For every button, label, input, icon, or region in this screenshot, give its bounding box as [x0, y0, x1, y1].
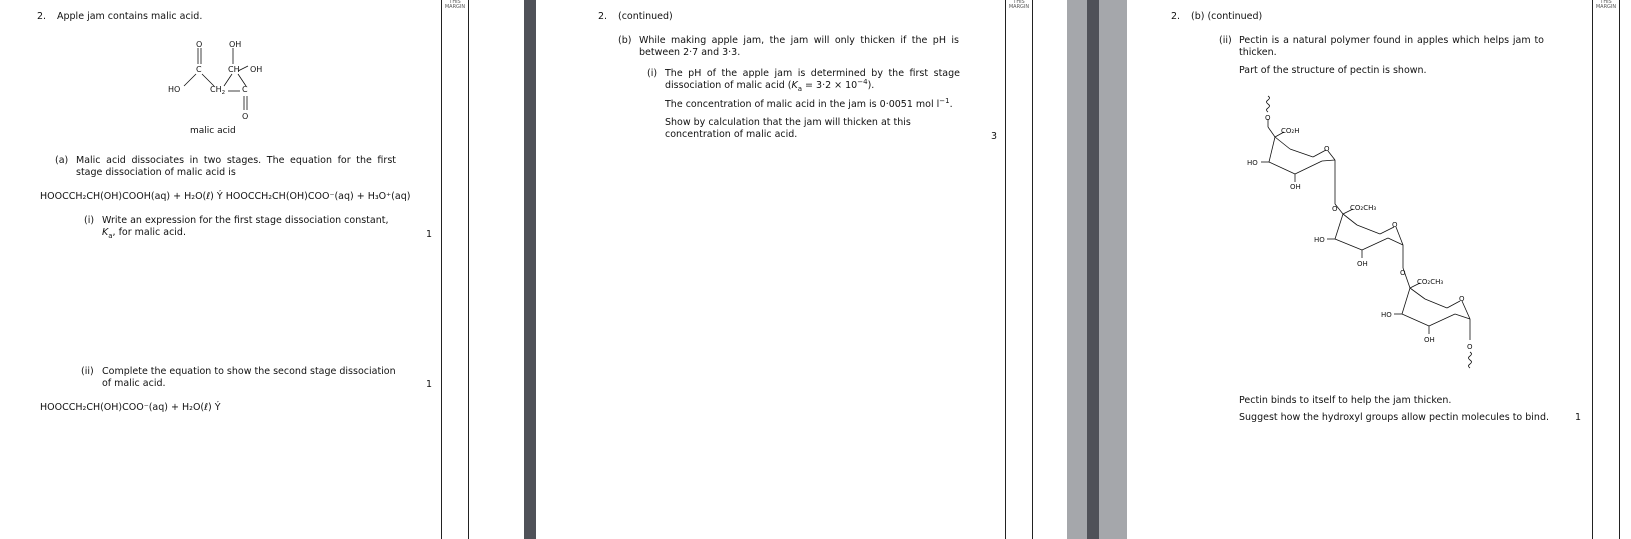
part-a-text: Malic acid dissociates in two stages. The equation for the first stage dissociation of malic acid is [76, 155, 396, 178]
structure-atom-c: C [242, 85, 248, 94]
question-text: Apple jam contains malic acid. [57, 11, 203, 22]
atom-o: O [1392, 221, 1398, 229]
question-number: 2. [598, 11, 608, 22]
dissociation-equation-2: HOOCCH₂CH(OH)COO⁻(aq) + H₂O(ℓ) Ý [40, 402, 221, 413]
structure-atom-oh: OH [250, 65, 263, 74]
structure-atom-oh: OH [229, 40, 242, 49]
suggest-mark: 1 [1575, 412, 1582, 423]
atom-o: O [1467, 343, 1473, 351]
part-ii-label: (ii) [1219, 35, 1232, 46]
atom-co2h: CO₂H [1281, 127, 1300, 135]
concentration-text: The concentration of malic acid in the jam is 0·0051 mol $l^{-1}$. [665, 96, 953, 110]
part-i-label: (i) [647, 68, 658, 79]
atom-ho: HO [1381, 311, 1392, 319]
part-i-label: (i) [84, 215, 95, 226]
page-divider [1087, 0, 1099, 539]
page-divider [1099, 0, 1127, 539]
atom-o: O [1265, 114, 1271, 122]
atom-o: O [1400, 269, 1406, 277]
part-b-text: While making apple jam, the jam will only thicken if the pH is between 2·7 and 3·3. [639, 35, 959, 58]
pectin-structure [1247, 90, 1497, 390]
page-divider [1067, 0, 1087, 539]
atom-ho: HO [1314, 236, 1325, 244]
margin-label: THIS MARGIN [1595, 0, 1617, 10]
margin-column [1005, 0, 1033, 539]
part-ii-text: Pectin is a natural polymer found in apples which helps jam to thicken. [1239, 35, 1544, 58]
part-i-text: The pH of the apple jam is determined by the first stage dissociation of malic acid $(K_a = 3\cdot 2 \times 10^{-4})$. [665, 68, 960, 93]
show-calculation-text: Show by calculation that the jam will thicken at this concentration of malic acid. [665, 117, 911, 140]
margin-column [441, 0, 469, 539]
part-i-text: Write an expression for the first stage dissociation constant, $K_a$, for malic acid. [102, 215, 389, 240]
question-continued: (continued) [618, 11, 673, 22]
structure-atom-ch: CH [228, 65, 240, 74]
part-ii-text: Complete the equation to show the second stage dissociation of malic acid. [102, 366, 396, 389]
structure-atom-o: O [196, 40, 203, 49]
page-1 [0, 0, 535, 539]
malic-acid-structure [160, 34, 300, 154]
atom-co2ch3: CO₂CH₃ [1350, 204, 1377, 212]
structure-caption: malic acid [190, 126, 236, 136]
margin-label: THIS MARGIN [444, 0, 466, 10]
structure-atom-ho: HO [168, 85, 181, 94]
dissociation-equation-1: HOOCCH₂CH(OH)COOH(aq) + H₂O(ℓ) Ý HOOCCH₂CH(OH)COO⁻(aq) + H₃O⁺(aq) [40, 191, 411, 202]
atom-oh: OH [1290, 183, 1301, 191]
atom-o: O [1332, 205, 1338, 213]
question-number: 2. [1171, 11, 1181, 22]
margin-label: THIS MARGIN [1008, 0, 1030, 10]
structure-atom-c: C [196, 65, 202, 74]
part-ii-label: (ii) [81, 366, 94, 377]
part-i-mark: 1 [426, 229, 433, 240]
page-3 [1127, 0, 1631, 539]
pectin-binds-text: Pectin binds to itself to help the jam thicken. [1239, 395, 1452, 406]
page-2 [536, 0, 1067, 539]
margin-column [1592, 0, 1620, 539]
part-ii-mark: 1 [426, 379, 433, 390]
question-number: 2. [37, 11, 47, 22]
question-continued: (b) (continued) [1191, 11, 1263, 22]
atom-oh: OH [1424, 336, 1435, 344]
atom-o: O [1459, 295, 1465, 303]
structure-atom-o: O [242, 112, 249, 121]
page-divider [524, 0, 536, 539]
atom-co2ch3: CO₂CH₃ [1417, 278, 1444, 286]
atom-o: O [1324, 145, 1330, 153]
part-i-mark: 3 [991, 131, 998, 142]
suggest-text: Suggest how the hydroxyl groups allow pectin molecules to bind. [1239, 412, 1549, 423]
structure-intro: Part of the structure of pectin is shown. [1239, 65, 1427, 76]
part-a-label: (a) [55, 155, 69, 166]
atom-oh: OH [1357, 260, 1368, 268]
atom-ho: HO [1247, 159, 1258, 167]
part-b-label: (b) [618, 35, 632, 46]
structure-atom-ch2: $CH_2$ [210, 85, 226, 96]
